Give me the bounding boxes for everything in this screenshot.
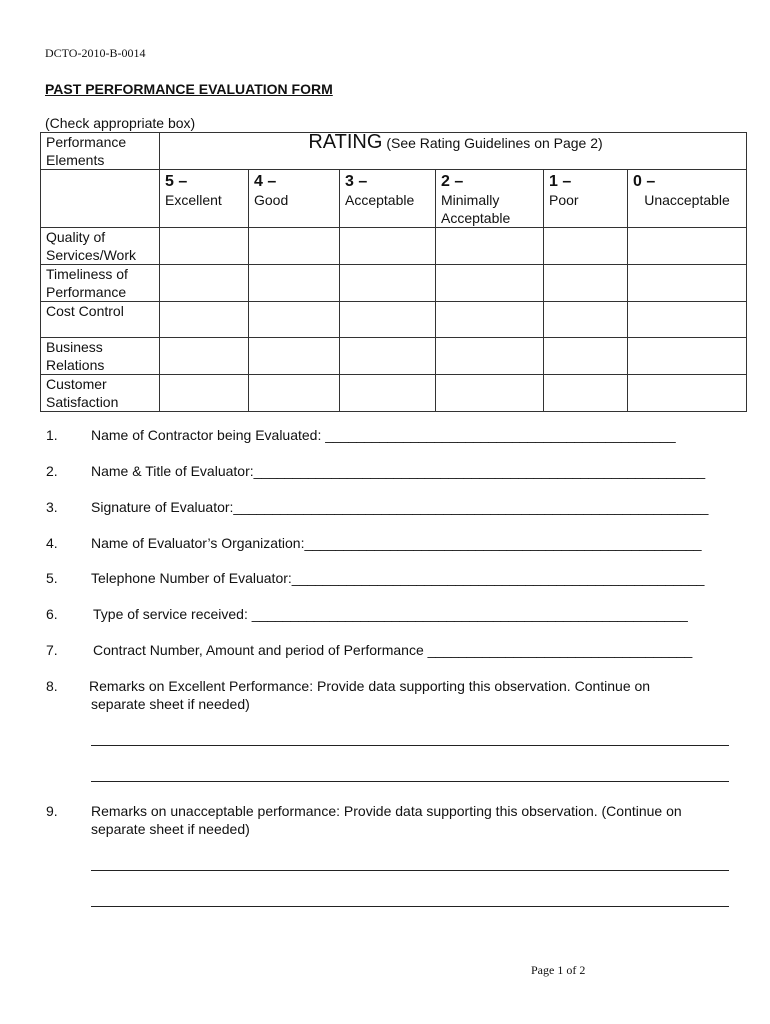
rating-label: Acceptable <box>345 192 415 208</box>
excellent-remarks-line-1[interactable] <box>91 745 729 746</box>
item-number: 8. <box>46 678 58 694</box>
checkbox-cell[interactable] <box>628 338 747 375</box>
checkbox-cell[interactable] <box>340 302 436 338</box>
checkbox-cell[interactable] <box>249 228 340 265</box>
rating-num: 0 – <box>633 173 656 190</box>
rating-num: 3 – <box>345 173 368 190</box>
rating-label: Unacceptable <box>644 192 730 208</box>
evaluator-name-title-field[interactable]: Name & Title of Evaluator:__________________________________________________________ <box>91 463 706 479</box>
checkbox-cell[interactable] <box>340 375 436 412</box>
excellent-remarks-prompt-cont: separate sheet if needed) <box>91 696 250 712</box>
item-number: 6. <box>46 606 58 622</box>
service-type-field[interactable]: Type of service received: ________________________________________________________ <box>93 606 688 622</box>
unacceptable-remarks-line-1[interactable] <box>91 870 729 871</box>
rating-col-2 <box>436 170 544 228</box>
item-number: 2. <box>46 463 58 479</box>
rating-num: 2 – <box>441 173 464 190</box>
rating-title: RATING <box>308 131 383 153</box>
element-timeliness: Timeliness of Performance <box>41 265 160 302</box>
rating-col-3 <box>340 170 436 228</box>
evaluator-organization-field[interactable]: Name of Evaluator’s Organization:___________________________________________________ <box>91 535 702 551</box>
contract-details-field[interactable]: Contract Number, Amount and period of Performance __________________________________ <box>93 642 693 658</box>
checkbox-cell[interactable] <box>249 375 340 412</box>
checkbox-cell[interactable] <box>160 228 249 265</box>
form-title: PAST PERFORMANCE EVALUATION FORM <box>45 81 333 97</box>
checkbox-cell[interactable] <box>628 302 747 338</box>
rating-col-5 <box>160 170 249 228</box>
checkbox-cell[interactable] <box>544 375 628 412</box>
checkbox-cell[interactable] <box>628 265 747 302</box>
evaluator-telephone-field[interactable]: Telephone Number of Evaluator:_____________________________________________________ <box>91 570 705 586</box>
unacceptable-remarks-prompt-cont: separate sheet if needed) <box>91 821 250 837</box>
checkbox-cell[interactable] <box>544 265 628 302</box>
item-number: 1. <box>46 427 58 443</box>
page-number: Page 1 of 2 <box>531 963 586 977</box>
checkbox-cell[interactable] <box>544 302 628 338</box>
item-number: 7. <box>46 642 58 658</box>
checkbox-cell[interactable] <box>249 302 340 338</box>
checkbox-cell[interactable] <box>436 302 544 338</box>
checkbox-cell[interactable] <box>340 265 436 302</box>
contractor-name-field[interactable]: Name of Contractor being Evaluated: _____________________________________________ <box>91 427 676 443</box>
instruction-text: (Check appropriate box) <box>45 115 196 131</box>
unacceptable-remarks-prompt: Remarks on unacceptable performance: Provide data supporting this observation. (Continue on <box>91 803 682 819</box>
performance-elements-header: Performance Elements <box>41 133 160 170</box>
item-number: 3. <box>46 499 58 515</box>
rating-col-0 <box>628 170 747 228</box>
checkbox-cell[interactable] <box>249 265 340 302</box>
rating-num: 1 – <box>549 173 572 190</box>
rating-label: Minimally Acceptable <box>441 192 511 226</box>
checkbox-cell[interactable] <box>249 338 340 375</box>
item-number: 5. <box>46 570 58 586</box>
element-customer-satisfaction: Customer Satisfaction <box>41 375 160 412</box>
excellent-remarks-prompt: Remarks on Excellent Performance: Provide data supporting this observation. Continue on <box>89 678 651 694</box>
rating-table <box>40 132 747 412</box>
unacceptable-remarks-line-2[interactable] <box>91 906 729 907</box>
checkbox-cell[interactable] <box>436 228 544 265</box>
rating-label: Poor <box>549 192 579 208</box>
checkbox-cell[interactable] <box>340 228 436 265</box>
excellent-remarks-line-2[interactable] <box>91 781 729 782</box>
element-cost-control: Cost Control <box>41 302 160 338</box>
rating-note: (See Rating Guidelines on Page 2) <box>386 135 603 151</box>
checkbox-cell[interactable] <box>160 302 249 338</box>
checkbox-cell[interactable] <box>436 375 544 412</box>
document-id: DCTO-2010-B-0014 <box>45 46 146 60</box>
checkbox-cell[interactable] <box>160 338 249 375</box>
evaluator-signature-field[interactable]: Signature of Evaluator:_____________________________________________________________ <box>91 499 709 515</box>
rating-col-1 <box>544 170 628 228</box>
item-number: 9. <box>46 803 58 819</box>
element-quality: Quality of Services/Work <box>41 228 160 265</box>
rating-header <box>160 133 747 170</box>
checkbox-cell[interactable] <box>436 338 544 375</box>
rating-num: 4 – <box>254 173 277 190</box>
rating-label: Excellent <box>165 192 222 208</box>
blank-header-cell <box>41 170 160 228</box>
rating-col-4 <box>249 170 340 228</box>
checkbox-cell[interactable] <box>628 228 747 265</box>
element-business-relations: Business Relations <box>41 338 160 375</box>
item-number: 4. <box>46 535 58 551</box>
checkbox-cell[interactable] <box>628 375 747 412</box>
checkbox-cell[interactable] <box>436 265 544 302</box>
checkbox-cell[interactable] <box>544 338 628 375</box>
rating-num: 5 – <box>165 173 188 190</box>
checkbox-cell[interactable] <box>160 265 249 302</box>
checkbox-cell[interactable] <box>340 338 436 375</box>
checkbox-cell[interactable] <box>544 228 628 265</box>
checkbox-cell[interactable] <box>160 375 249 412</box>
rating-label: Good <box>254 192 289 208</box>
